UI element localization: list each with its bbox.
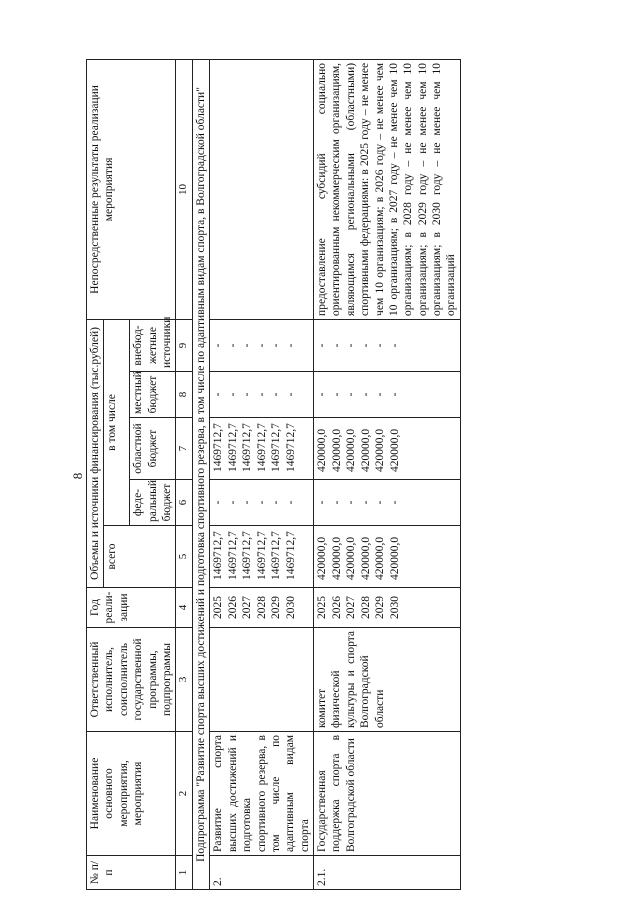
header-total: всего xyxy=(104,526,176,588)
extrabudget-value: - xyxy=(255,343,268,348)
federal-cell xyxy=(210,480,314,526)
extrabudget-value: - xyxy=(241,343,254,348)
federal-value: - xyxy=(359,500,372,505)
total-value: 420000,0 xyxy=(374,536,386,580)
year-value: 2028 xyxy=(255,596,268,619)
header-results: Непосредственные результаты реализации мероприятия xyxy=(87,59,176,319)
year-value: 2027 xyxy=(241,596,254,619)
year-value: 2026 xyxy=(330,596,343,619)
total-value: 420000,0 xyxy=(330,536,343,580)
extrabudget-value: - xyxy=(374,343,386,348)
activity-name: Развитие спорта высших достижений и подготовка спортивного резерва, в том числе по адаптивным видам спорта xyxy=(210,732,314,856)
rotated-page-content xyxy=(86,60,636,890)
results xyxy=(210,59,314,319)
results: предоставление субсидий социально ориентированным некоммерческим организациям, являющимся региональными (областными) спортивными федерациями: в 2025 году – не менее чем 10 организациям; в 2026 году – не менее чем 10 организациям; в 2027 году – не менее чем 10 организациям; в 2028 году – не менее чем 10 организациям; в 2029 году – не менее чем 10 организациям; в 2030 году – не менее чем 10 организаций xyxy=(314,59,461,319)
regional-value: 420000,0 xyxy=(330,428,343,472)
years-cell xyxy=(314,588,461,628)
column-number: 8 xyxy=(176,372,193,418)
local-value: - xyxy=(330,392,343,397)
total-value: 420000,0 xyxy=(316,536,328,580)
column-number: 7 xyxy=(176,418,193,480)
total-value: 420000,0 xyxy=(345,536,357,580)
column-number: 6 xyxy=(176,480,193,526)
executor: комитет физической культуры и спорта Волгоградской области xyxy=(314,628,461,732)
federal-value: - xyxy=(270,500,283,505)
regional-value: 1469712,7 xyxy=(255,423,268,472)
total-value: 1469712,7 xyxy=(241,531,254,580)
extrabudget-cell xyxy=(210,319,314,371)
total-cell xyxy=(314,526,461,588)
header-extrabudget: внебюд-жетные источники xyxy=(130,319,176,371)
local-value: - xyxy=(270,392,283,397)
years-cell xyxy=(210,588,314,628)
header-funding-group: Объемы и источники финансирования (тыс.рублей) xyxy=(87,319,104,587)
year-value: 2029 xyxy=(374,596,386,619)
local-value: - xyxy=(345,392,357,397)
federal-value: - xyxy=(316,500,328,505)
regional-value: 1469712,7 xyxy=(212,423,225,472)
local-value: - xyxy=(255,392,268,397)
local-value: - xyxy=(359,392,372,397)
header-federal: феде-ральный бюджет xyxy=(130,480,176,526)
regional-value: 1469712,7 xyxy=(270,423,283,472)
local-value: - xyxy=(226,392,239,397)
table-row xyxy=(210,59,314,889)
column-number: 2 xyxy=(176,732,193,856)
regional-value: 1469712,7 xyxy=(284,423,297,472)
total-value: 1469712,7 xyxy=(284,531,297,580)
column-number: 3 xyxy=(176,628,193,732)
header-including: в том числе xyxy=(104,319,130,525)
extrabudget-value: - xyxy=(316,343,328,348)
column-number: 5 xyxy=(176,526,193,588)
total-value: 420000,0 xyxy=(388,536,401,580)
federal-value: - xyxy=(284,500,297,505)
extrabudget-value: - xyxy=(359,343,372,348)
regional-value: 1469712,7 xyxy=(226,423,239,472)
column-number: 4 xyxy=(176,588,193,628)
federal-value: - xyxy=(241,500,254,505)
total-value: 420000,0 xyxy=(359,536,372,580)
regional-value: 420000,0 xyxy=(359,428,372,472)
federal-value: - xyxy=(226,500,239,505)
extrabudget-value: - xyxy=(330,343,343,348)
header-number: № п/п xyxy=(87,856,176,890)
header-regional: областной бюджет xyxy=(130,418,176,480)
page-number: 8 xyxy=(70,472,85,480)
total-value: 1469712,7 xyxy=(212,531,225,580)
federal-value: - xyxy=(330,500,343,505)
header-executor: Ответственный исполнитель, соисполнитель государственной программы, подпрограммы xyxy=(87,628,176,732)
local-value: - xyxy=(241,392,254,397)
subprogram-title: Подпрограмма "Развитие спорта высших достижений и подготовка спортивного резерва, в том числе по адаптивным видам спорта, в Волгоградской области" xyxy=(193,59,210,889)
extrabudget-value: - xyxy=(212,343,225,348)
extrabudget-value: - xyxy=(270,343,283,348)
table-row xyxy=(314,59,461,889)
regional-value: 420000,0 xyxy=(316,428,328,472)
regional-value: 420000,0 xyxy=(374,428,386,472)
year-value: 2025 xyxy=(212,596,225,619)
extrabudget-cell xyxy=(314,319,461,371)
total-value: 1469712,7 xyxy=(270,531,283,580)
federal-cell xyxy=(314,480,461,526)
header-local: местный бюджет xyxy=(130,372,176,418)
executor xyxy=(210,628,314,732)
year-value: 2028 xyxy=(359,596,372,619)
extrabudget-value: - xyxy=(284,343,297,348)
local-value: - xyxy=(284,392,297,397)
federal-value: - xyxy=(212,500,225,505)
local-value: - xyxy=(374,392,386,397)
regional-cell xyxy=(314,418,461,480)
column-number-row xyxy=(176,59,193,889)
year-value: 2027 xyxy=(345,596,357,619)
row-number: 2. xyxy=(210,856,314,890)
header-activity-name: Наименование основного мероприятия, мероприятия xyxy=(87,732,176,856)
year-value: 2030 xyxy=(284,596,297,619)
year-value: 2030 xyxy=(388,596,401,619)
column-number: 10 xyxy=(176,59,193,319)
local-value: - xyxy=(212,392,225,397)
total-value: 1469712,7 xyxy=(226,531,239,580)
regional-cell xyxy=(210,418,314,480)
total-value: 1469712,7 xyxy=(255,531,268,580)
federal-value: - xyxy=(374,500,386,505)
column-number: 9 xyxy=(176,319,193,371)
extrabudget-value: - xyxy=(226,343,239,348)
federal-value: - xyxy=(345,500,357,505)
extrabudget-value: - xyxy=(388,343,401,348)
year-value: 2029 xyxy=(270,596,283,619)
local-cell xyxy=(210,372,314,418)
year-value: 2025 xyxy=(316,596,328,619)
header-year: Год реали-зации xyxy=(87,588,176,628)
federal-value: - xyxy=(388,500,401,505)
regional-value: 420000,0 xyxy=(388,428,401,472)
total-cell xyxy=(210,526,314,588)
row-number: 2.1. xyxy=(314,856,461,890)
program-activities-table xyxy=(86,59,461,890)
activity-name: Государственная поддержка спорта в Волгоградской области xyxy=(314,732,461,856)
regional-value: 1469712,7 xyxy=(241,423,254,472)
year-value: 2026 xyxy=(226,596,239,619)
federal-value: - xyxy=(255,500,268,505)
local-value: - xyxy=(316,392,328,397)
extrabudget-value: - xyxy=(345,343,357,348)
subprogram-row xyxy=(193,59,210,889)
column-number: 1 xyxy=(176,856,193,890)
local-cell xyxy=(314,372,461,418)
local-value: - xyxy=(388,392,401,397)
regional-value: 420000,0 xyxy=(345,428,357,472)
